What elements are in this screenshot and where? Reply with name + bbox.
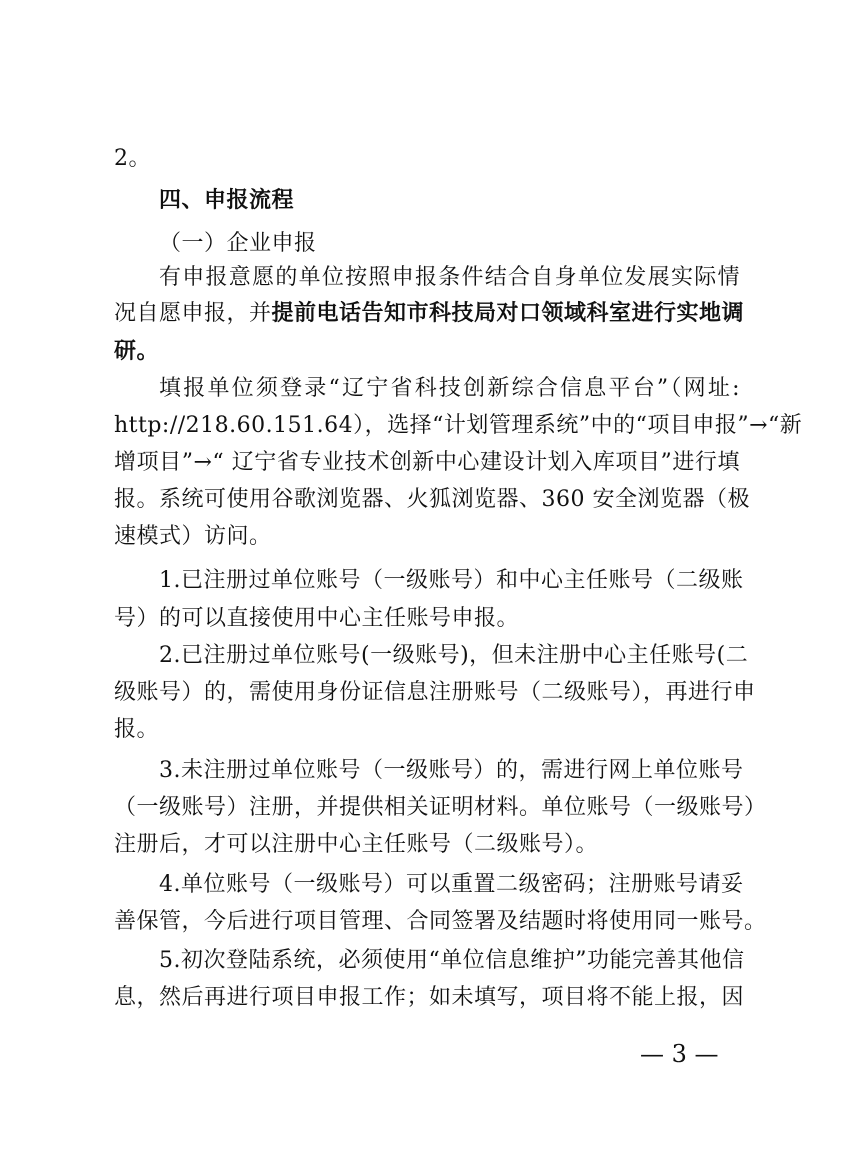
- list-item-line: 号）的可以直接使用中心主任账号申报。: [114, 606, 520, 631]
- list-item-line: 2.已注册过单位账号(一级账号)，但未注册中心主任账号(二: [159, 643, 749, 668]
- paragraph-line: 速模式）访问。: [114, 524, 272, 549]
- page-number: — 3 —: [640, 1040, 719, 1068]
- paragraph-line: 填报单位须登录“辽宁省科技创新综合信息平台”（网址:: [159, 376, 740, 401]
- list-item-line: 5.初次登陆系统，必须使用“单位信息维护”功能完善其他信: [159, 948, 745, 973]
- list-item-line: 3.未注册过单位账号（一级账号）的，需进行网上单位账号: [159, 758, 744, 783]
- paragraph-line: [114, 298, 745, 330]
- paragraph-text: 况自愿申报，并: [114, 301, 272, 326]
- list-item-line: 级账号）的，需使用身份证信息注册账号（二级账号），再进行申: [114, 680, 756, 705]
- sub-section-heading: （一）企业申报: [159, 231, 317, 256]
- emphasized-text: 研。: [114, 339, 160, 364]
- paragraph-line: http://218.60.151.64），选择“计划管理系统”中的“项目申报”→“新: [114, 413, 803, 438]
- list-item-line: 1.已注册过单位账号（一级账号）和中心主任账号（二级账: [159, 568, 744, 593]
- list-item-line: 4.单位账号（一级账号）可以重置二级密码；注册账号请妥: [159, 872, 744, 897]
- emphasized-text: 提前电话告知市科技局对口领域科室进行实地调: [271, 301, 745, 326]
- paragraph-line: 有申报意愿的单位按照申报条件结合自身单位发展实际情: [159, 265, 740, 290]
- list-item-line: 报。: [114, 717, 160, 742]
- list-item-line: （一级账号）注册，并提供相关证明材料。单位账号（一级账号）: [114, 795, 767, 820]
- paragraph-line: 2。: [114, 146, 151, 171]
- list-item-line: 息，然后再进行项目申报工作；如未填写，项目将不能上报，因: [114, 985, 745, 1010]
- paragraph-line: 报。系统可使用谷歌浏览器、火狐浏览器、360 安全浏览器（极: [114, 487, 750, 512]
- paragraph-line: 增项目”→“ 辽宁省专业技术创新中心建设计划入库项目”进行填: [114, 450, 740, 475]
- list-item-line: 善保管，今后进行项目管理、合同签署及结题时将使用同一账号。: [114, 909, 767, 934]
- list-item-line: 注册后，才可以注册中心主任账号（二级账号）。: [114, 832, 599, 857]
- section-heading: 四、申报流程: [159, 188, 295, 213]
